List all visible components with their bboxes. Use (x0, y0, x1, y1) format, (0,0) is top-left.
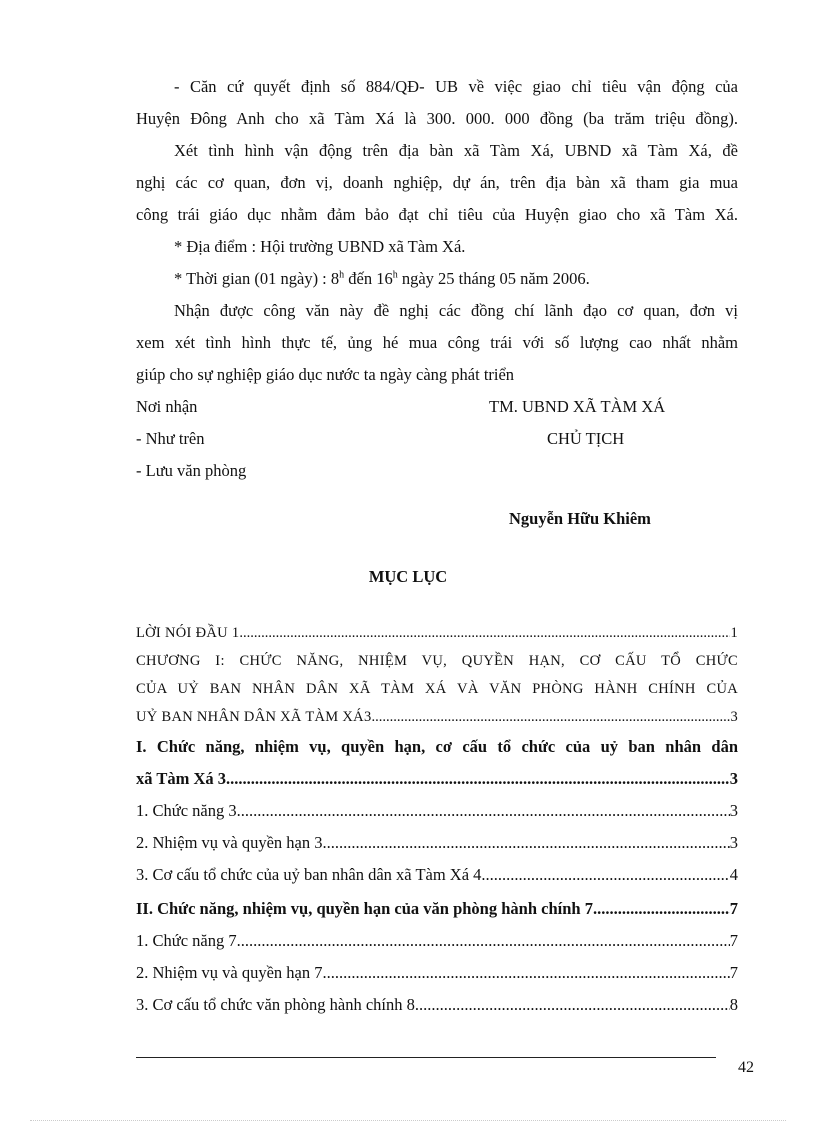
toc-entry-label: 2. Nhiệm vụ và quyền hạn 7 (136, 963, 323, 982)
toc-title: MỤC LỤC (368, 567, 448, 586)
page-edge-divider (30, 1120, 786, 1121)
toc-entry-label: UỶ BAN NHÂN DÂN XÃ TÀM XÁ3 (136, 709, 372, 725)
signer-position: CHỦ TỊCH (547, 429, 625, 448)
toc-entry-ii1[interactable] (136, 931, 738, 951)
toc-entry-label: 3. Cơ cấu tổ chức văn phòng hành chính 8 (136, 995, 415, 1014)
paragraph-request-line3: giúp cho sự nghiệp giáo dục nước ta ngày càng phát triển (136, 365, 515, 384)
toc-entry-intro[interactable] (136, 625, 738, 642)
toc-page-number: 7 (729, 963, 738, 982)
toc-leader (593, 899, 730, 919)
signing-org: TM. UBND XÃ TÀM XÁ (489, 397, 666, 416)
toc-entry-label: 2. Nhiệm vụ và quyền hạn 3 (136, 833, 323, 852)
toc-page-number: 7 (729, 931, 738, 950)
paragraph-request-line1: Nhận được công văn này đề nghị các đồng chí lãnh đạo cơ quan, đơn vị (174, 301, 738, 320)
toc-page-number: 8 (729, 995, 738, 1014)
paragraph-situation-line2: nghị các cơ quan, đơn vị, doanh nghiệp, dự án, trên địa bàn xã tham gia mua (136, 173, 738, 192)
toc-entry-section1[interactable] (136, 769, 738, 789)
toc-entry-label: xã Tàm Xá 3 (136, 769, 226, 788)
toc-page-number: 7 (729, 899, 738, 918)
toc-entry-ii2[interactable] (136, 963, 738, 983)
recipient-item: - Như trên (136, 429, 205, 448)
toc-leader (226, 769, 730, 789)
toc-page-number: 3 (729, 769, 738, 788)
page-number: 42 (738, 1059, 754, 1076)
toc-leader (415, 995, 730, 1015)
toc-page-number: 3 (729, 801, 738, 820)
toc-chapter1-line2[interactable]: CỦA UỶ BAN NHÂN DÂN XÃ TÀM XÁ VÀ VĂN PHÒNG HÀNH CHÍNH CỦA (136, 681, 738, 697)
toc-leader (323, 963, 730, 983)
toc-entry-label: 1. Chức năng 3 (136, 801, 237, 820)
toc-leader (237, 801, 730, 821)
time-line: * Thời gian (01 ngày) : 8$^h$ đến 16$^h$ ngày 25 tháng 05 năm 2006. (174, 269, 590, 288)
toc-entry-i3[interactable] (136, 865, 738, 885)
toc-entry-section2[interactable] (136, 899, 738, 919)
recipients-label: Nơi nhận (136, 397, 198, 416)
toc-entry-i1[interactable] (136, 801, 738, 821)
toc-page-number: 3 (730, 709, 738, 725)
toc-entry-label: 1. Chức năng 7 (136, 931, 237, 950)
paragraph-request-line2: xem xét tình hình thực tế, ủng hé mua công trái với số lượng cao nhất nhằm (136, 333, 738, 352)
paragraph-decision-line2: Huyện Đông Anh cho xã Tàm Xá là 300. 000. 000 đồng (ba trăm triệu đồng). (136, 109, 738, 128)
footer-rule (136, 1057, 716, 1058)
toc-entry-label: LỜI NÓI ĐẦU 1 (136, 625, 240, 641)
signer-name: Nguyễn Hữu Khiêm (509, 509, 651, 528)
toc-section1-line1[interactable]: I. Chức năng, nhiệm vụ, quyền hạn, cơ cấu tổ chức của uỷ ban nhân dân (136, 737, 738, 756)
toc-page-number: 1 (730, 625, 738, 641)
toc-leader (481, 865, 729, 885)
toc-entry-ii3[interactable] (136, 995, 738, 1015)
toc-entry-label: II. Chức năng, nhiệm vụ, quyền hạn của văn phòng hành chính 7 (136, 899, 593, 918)
toc-page-number: 3 (729, 833, 738, 852)
toc-entry-chapter1[interactable] (136, 709, 738, 726)
toc-entry-i2[interactable] (136, 833, 738, 853)
paragraph-situation-line3: công trái giáo dục nhằm đảm bảo đạt chỉ tiêu của Huyện giao cho xã Tàm Xá. (136, 205, 738, 224)
toc-leader (237, 931, 730, 951)
toc-entry-label: 3. Cơ cấu tổ chức của uỷ ban nhân dân xã Tàm Xá 4 (136, 865, 482, 884)
toc-leader (323, 833, 730, 853)
paragraph-decision-line1: - Căn cứ quyết định số 884/QĐ- UB về việc giao chỉ tiêu vận động của (174, 77, 738, 96)
toc-page-number: 4 (729, 865, 738, 884)
recipient-item: - Lưu văn phòng (136, 461, 247, 480)
toc-leader (239, 625, 730, 642)
toc-chapter1-line1[interactable]: CHƯƠNG I: CHỨC NĂNG, NHIỆM VỤ, QUYỀN HẠN, CƠ CẤU TỔ CHỨC (136, 653, 738, 669)
paragraph-situation-line1: Xét tình hình vận động trên địa bàn xã Tàm Xá, UBND xã Tàm Xá, đề (174, 141, 738, 160)
toc-leader (372, 709, 731, 726)
location-line: * Địa điểm : Hội trường UBND xã Tàm Xá. (174, 237, 466, 256)
